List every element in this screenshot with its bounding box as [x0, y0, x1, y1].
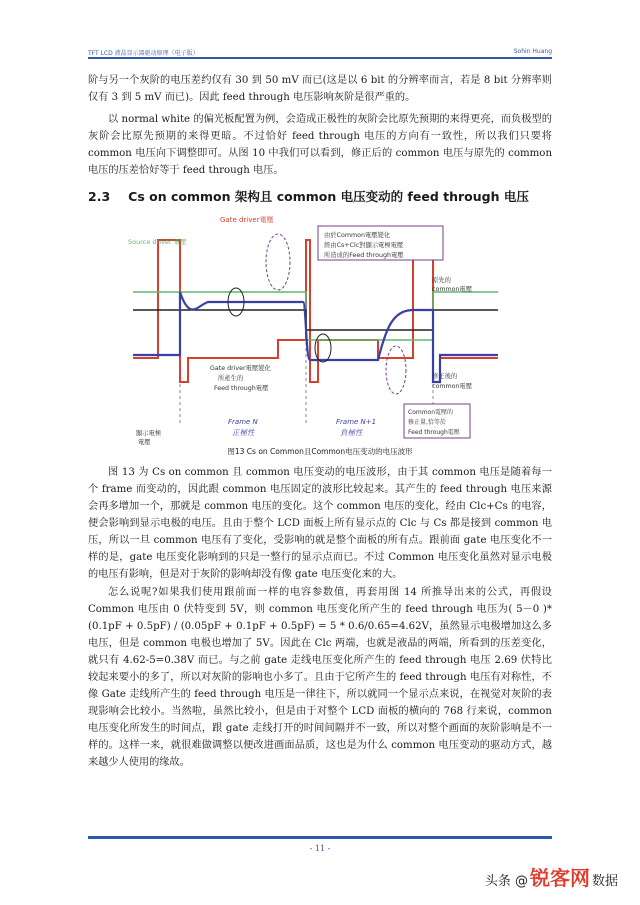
- page-header: [88, 44, 552, 58]
- gate-change-label-2: 所產生的: [218, 375, 244, 382]
- corrected-common-label-1: 修正後的: [432, 373, 458, 380]
- orig-common-label-1: 原先的: [432, 277, 451, 284]
- common-fix-line-2: 修正量,恰等於: [408, 419, 446, 426]
- common-fix-line-1: Common電壓的: [408, 409, 454, 416]
- header-rule: [88, 57, 552, 59]
- negative-polarity-label: 負極性: [340, 428, 363, 437]
- paragraph-1: 阶与另一个灰阶的电压差约仅有 30 到 50 mV 而已(这是以 6 bit 的分辨率而言，若是 8 bit 分辨率则仅有 3 到 5 mV 而已)。因此 feed through 电压影响灰阶是很严重的。: [88, 75, 552, 103]
- section-title: Cs on common 架构且 common 电压变动的 feed through 电压: [128, 189, 529, 204]
- common-change-marker: [386, 346, 406, 394]
- source-driver-waveform: [133, 292, 498, 340]
- callout-line-1: 由於Common電壓變化: [324, 232, 391, 239]
- section-number: 2.3: [88, 189, 111, 204]
- common-change-marker: [266, 234, 290, 290]
- positive-polarity-label: 正極性: [232, 428, 255, 437]
- callout-line-2: 經由Cs+Clc對顯示電極電壓: [324, 242, 404, 249]
- display-electrode-label-1: 顯示電極: [136, 430, 162, 437]
- frame-n1-label: Frame N+1: [336, 418, 377, 426]
- gate-driver-label: Gate driver電壓: [220, 216, 274, 224]
- figure-caption: 图13 Cs on Common且Common电压变动的电压波形: [227, 447, 413, 456]
- source-driver-label: Source driver 電壓: [128, 238, 187, 246]
- orig-common-label-2: common電壓: [432, 286, 473, 293]
- paragraph-3: 图 13 为 Cs on common 且 common 电压变动的电压波形，由于其 common 电压是随着每一个 frame 而变动的，因此跟 common 电压固定的波形比较起来。其产生的 feed through 电压来源会再多增加一个，那就是 common 电压的变化。这个 common 电压的变化，经由 Clc+Cs 的电容，便会影响到显示电极的电压。且由于整个 LCD 面板上所有显示点的 Clc 与 Cs 都是接到 common 电压，所以一旦 common 电压有了变化，受影响的就是整个面板的所有点。跟前面 gate 电压变化不一样的是，gate 电压变化影响到的只是一整行的显示点而已。不过 Common 电压变化虽然对显示电极的电压有影响，但是对于灰阶的影响却没有像 gate 电压变化来的大。: [88, 467, 552, 580]
- header-author: Sohin Huang: [513, 48, 552, 55]
- display-electrode-label-2: 電壓: [138, 439, 151, 445]
- header-title: TFT LCD 液晶显示器驱动原理（电子版）: [88, 50, 199, 57]
- frame-n-label: Frame N: [228, 418, 258, 426]
- watermark-brand: 锐客网: [529, 866, 590, 890]
- watermark-prefix: 头条 @: [484, 874, 528, 889]
- paragraph-2: 以 normal white 的偏光板配置为例，会造成正极性的灰阶会比原先预期的来得更亮，而负极型的灰阶会比原先预期的来得更暗。不过恰好 feed through 电压的方向有一致性，所以我们只要将 common 电压向下调整即可。从图 10 中我们可以看到，修正后的 common 电压与原先的 common 电压的压差恰好等于 feed through 电压。: [88, 114, 552, 176]
- section-heading: [88, 187, 529, 205]
- paragraph-4: 怎么说呢?如果我们使用跟前面一样的电容参数值，再套用图 14 所推导出来的公式，再假设 Common 电压由 0 伏特变到 5V，则 common 电压变化所产生的 feed through 电压为( 5－0 )*(0.1pF + 0.5pF) / (0.05pF + 0.1pF + 0.5pF) = 5 * 0.6/0.65=4.62V，虽然显示电极增加这么多电压，但是 common 电极也增加了 5V。因此在 Clc 两端，也就是液晶的两端，所看到的压差变化，就只有 4.62-5=0.38V 而已。与之前 gate 走线电压变化所产生的 feed through 电压 2.69 伏特比较起来要小的多了，所以对灰阶的影响也小多了。且由于它所产生的 feed through 电压有对称性，不像 Gate 走线所产生的 feed through 电压是一律往下，所以就同一个显示点来说，在视觉对灰阶的表现影响会比较小。当然啦，虽然比较小，但是由于对整个 LCD 面板的横向的 768 行来说，common 电压变化所发生的时间点，跟 gate 走线打开的时间间隔并不一致，所以对整个画面的灰阶影响是不一样的。这样一来，就很难做调整以便改进画面品质，这也是为什么 common 电压变动的驱动方式，越来越少人使用的缘故。: [88, 587, 552, 768]
- page-number: - 11 -: [309, 844, 331, 853]
- callout-line-3: 所造成的Feed through電壓: [324, 252, 404, 259]
- footer-rule: [88, 836, 552, 839]
- watermark-suffix: 数据: [591, 874, 618, 889]
- figure-13: [128, 210, 506, 455]
- common-waveform: [133, 310, 498, 330]
- common-fix-line-3: Feed through電壓: [408, 429, 460, 436]
- waveform-diagram: [128, 210, 506, 445]
- gate-change-label-1: Gate driver電壓變化: [210, 365, 271, 372]
- gate-change-label-3: Feed through電壓: [214, 385, 269, 392]
- watermark: [485, 862, 618, 891]
- corrected-common-label-2: common電壓: [432, 383, 473, 390]
